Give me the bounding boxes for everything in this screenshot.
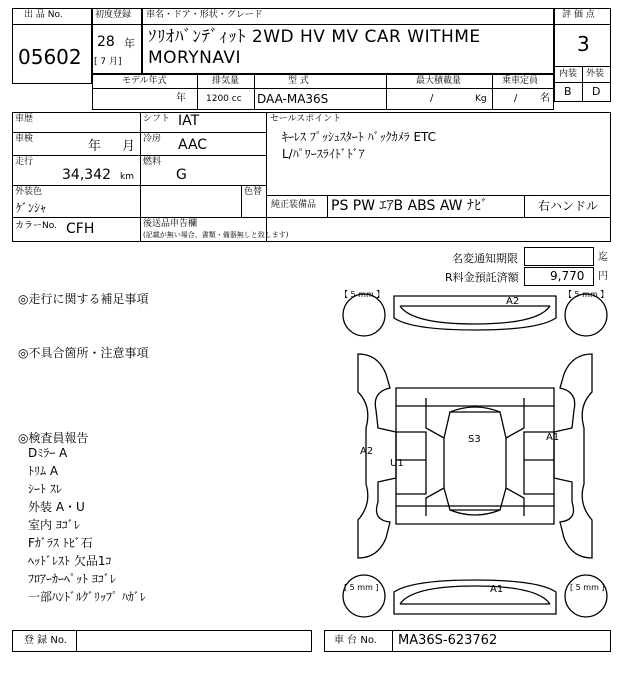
tire-bottom-left: [343, 575, 385, 617]
lot-label: 出 品 No.: [24, 10, 63, 20]
displacement-label: 排気量: [212, 76, 240, 86]
steering-value: 右ハンドル: [538, 199, 599, 213]
chassis-number-label: 車 台 No.: [334, 635, 377, 646]
post-report-note: (記載が無い場合、書類・備器無しと致します): [143, 231, 289, 239]
registration-month: [ 7 月]: [94, 57, 122, 67]
tire-top-left: [343, 294, 385, 336]
tire-depth-top-left: 【 5 mm 】: [340, 290, 385, 299]
name-change-label: 名変通知期限: [452, 252, 518, 265]
recycle-fee-value: 9,770: [550, 269, 585, 283]
tire-depth-top-right: 【 5 mm 】: [564, 290, 609, 299]
equipment-label: 純正装備品: [271, 200, 317, 210]
recycle-fee-unit: 円: [598, 271, 608, 282]
max-load-separator: /: [430, 93, 434, 104]
model-year-value: 年: [176, 93, 186, 104]
displacement-value: 1200 cc: [206, 94, 242, 104]
first-registration-label: 初度登録: [95, 10, 132, 20]
shift-value: IAT: [178, 113, 200, 129]
capacity-label: 乗車定員: [502, 76, 539, 86]
inspection-month-unit: 月: [122, 139, 136, 154]
car-damage-diagram: [338, 288, 612, 622]
car-name-line1: ｿﾘｵﾊﾞﾝﾃﾞｨｯﾄ 2WD HV MV CAR WITHME: [148, 27, 481, 47]
damage-roof: S3: [468, 434, 481, 445]
report-line: Dﾐﾗｰ A: [28, 446, 68, 460]
model-type-label: 型 式: [288, 76, 309, 86]
model-year-label: モデル年式: [122, 76, 167, 86]
max-load-unit: Kg: [475, 94, 487, 104]
car-name-label: 車名・ドア・形状・グレード: [146, 10, 263, 20]
tire-top-right: [565, 294, 607, 336]
inspection-year-unit: 年: [88, 139, 102, 154]
registration-number-label: 登 録 No.: [24, 635, 67, 646]
defect-notes-label: ◎不具合箇所・注意事項: [18, 346, 149, 360]
damage-left-side: U1: [390, 458, 404, 469]
evaluation-label: 評 価 点: [562, 10, 595, 20]
interior-grade: B: [564, 85, 572, 98]
lot-number: 05602: [18, 45, 82, 69]
color-number-label: カラーNo.: [15, 221, 57, 231]
history-label: 車歴: [15, 114, 34, 124]
driving-notes-label: ◎走行に関する補足事項: [18, 292, 149, 306]
exterior-color-label: 外装色: [15, 187, 43, 197]
model-type-value: DAA-MA36S: [257, 92, 329, 106]
mileage-unit: km: [120, 172, 134, 182]
report-line: 外装 A・U: [28, 500, 85, 514]
damage-rear-bumper: A2: [506, 296, 520, 307]
inspection-label: 車検: [15, 134, 34, 144]
report-line: ﾌﾛｱｰｶｰﾍﾟｯﾄ ﾖｺﾞﾚ: [28, 572, 116, 586]
registration-year: 28: [97, 34, 115, 50]
tire-depth-bottom-right: [ 5 mm ]: [570, 583, 605, 592]
damage-right-side: A1: [546, 432, 560, 443]
exterior-label: 外装: [586, 69, 605, 79]
report-line: ﾄﾘﾑ A: [28, 464, 59, 478]
equipment-value: PS PW ｴｱB ABS AW ﾅﾋﾞ: [331, 198, 488, 214]
fuel-value: G: [176, 167, 187, 183]
inspector-report-label: ◎検査員報告: [18, 431, 89, 445]
interior-label: 内装: [559, 69, 578, 79]
shift-label: シフト: [143, 114, 171, 124]
sales-point-label: セールスポイント: [270, 114, 342, 124]
tire-depth-bottom-left: [ 5 mm ]: [344, 583, 379, 592]
chassis-number-value: MA36S-623762: [398, 633, 498, 648]
color-number-value: CFH: [66, 221, 95, 237]
report-line: ﾍｯﾄﾞﾚｽﾄ 欠品1ｺ: [28, 554, 112, 568]
report-line: Fｶﾞﾗｽ ﾄﾋﾞ石: [28, 536, 93, 550]
car-name-line2: MORYNAVI: [148, 48, 242, 68]
tire-bottom-right: [565, 575, 607, 617]
aircon-label: 冷房: [143, 134, 162, 144]
mileage-value: 34,342: [62, 167, 111, 183]
report-line: ｼｰﾄ ｽﾚ: [28, 482, 62, 496]
sales-point-line1: ｷｰﾚｽ ﾌﾟｯｼｭｽﾀｰﾄ ﾊﾞｯｸｶﾒﾗ ETC: [282, 130, 437, 144]
recolor-label: 色替: [244, 187, 263, 197]
name-change-unit: 迄: [598, 252, 608, 263]
exterior-grade: D: [592, 85, 601, 98]
max-load-label: 最大積載量: [416, 76, 462, 86]
name-change-field: [524, 247, 594, 266]
capacity-unit: 名: [540, 93, 550, 104]
evaluation-score: 3: [577, 32, 590, 56]
registration-year-unit: 年: [124, 37, 135, 50]
sales-point-line2: L/ﾊﾟﾜｰｽﾗｲﾄﾞﾄﾞｱ: [282, 147, 365, 161]
report-line: 一部ﾊﾝﾄﾞﾙｸﾞﾘｯﾌﾟ ﾊｶﾞﾚ: [28, 590, 146, 604]
recycle-fee-label: R料金預託済額: [445, 271, 519, 284]
capacity-separator: /: [514, 93, 518, 104]
report-line: 室内 ﾖｺﾞﾚ: [28, 518, 80, 532]
fuel-label: 燃料: [143, 157, 162, 167]
damage-front-bumper: A1: [490, 584, 504, 595]
exterior-color-value: ｹﾞﾝｼｬ: [16, 201, 47, 215]
aircon-value: AAC: [178, 137, 208, 153]
post-report-label: 後送品申告欄: [143, 219, 198, 229]
mileage-label: 走行: [15, 157, 34, 167]
damage-left-rear: A2: [360, 446, 374, 457]
